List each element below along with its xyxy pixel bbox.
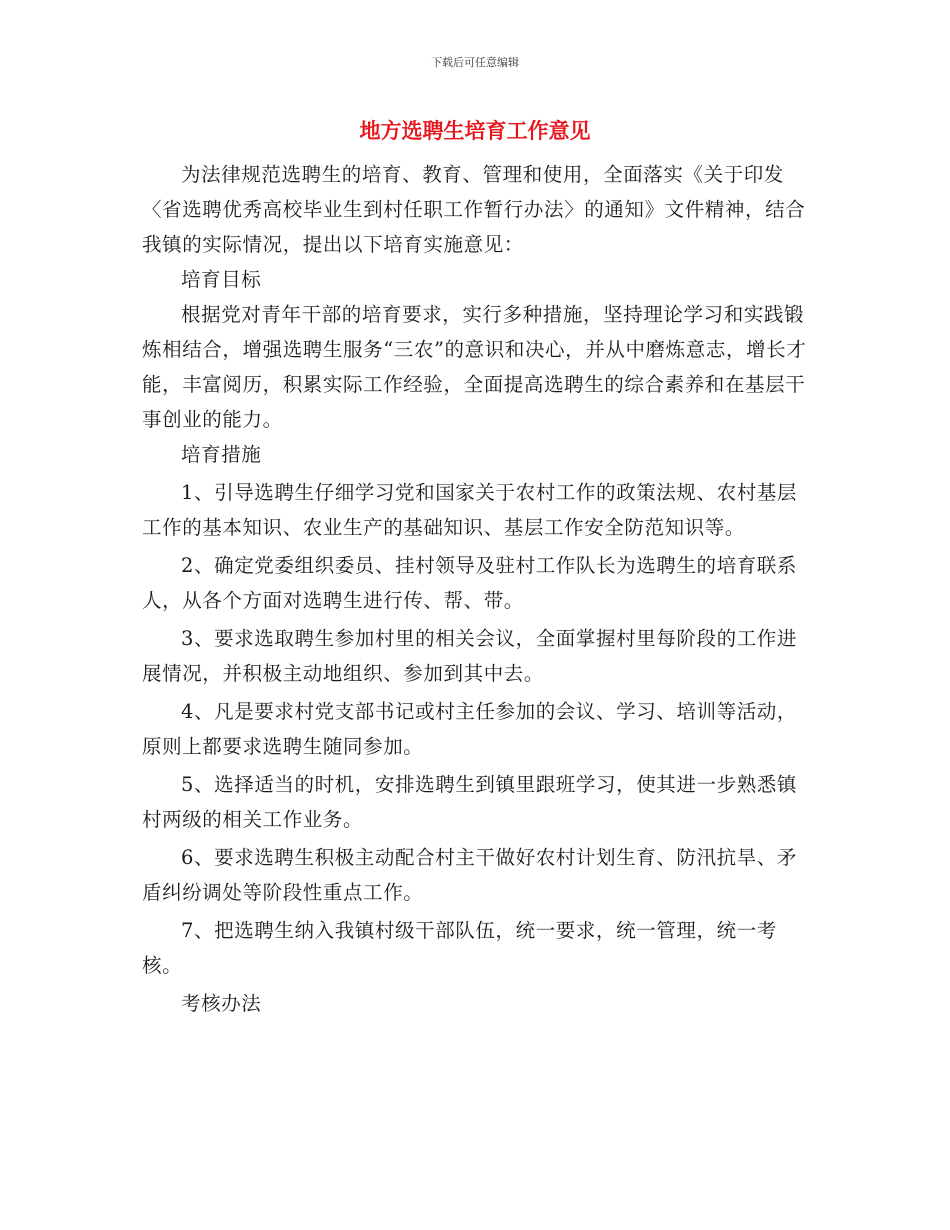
- section-heading-goals: 培育目标: [181, 268, 262, 291]
- measure-item: 5、选择适当的时机，安排选聘生到镇里跟班学习，使其进一步熟悉镇村两级的相关工作业务。: [142, 773, 798, 831]
- measure-item: 6、要求选聘生积极主动配合村主干做好农村计划生育、防汛抗旱、矛盾纠纷调处等阶段性重点工作。: [142, 846, 798, 904]
- section-heading-measures: 培育措施: [181, 443, 262, 466]
- measure-item: 3、要求选取聘生参加村里的相关会议，全面掌握村里每阶段的工作进展情况，并积极主动地组织、参加到其中去。: [142, 627, 798, 685]
- intro-paragraph: 为法律规范选聘生的培育、教育、管理和使用，全面落实《关于印发〈省选聘优秀高校毕业生到村任职工作暂行办法〉的通知》文件精神，结合我镇的实际情况，提出以下培育实施意见：: [142, 163, 806, 256]
- measure-item: 2、确定党委组织委员、挂村领导及驻村工作队长为选聘生的培育联系人，从各个方面对选聘生进行传、帮、带。: [142, 554, 798, 612]
- document-title: 地方选聘生培育工作意见: [359, 119, 591, 143]
- header-note: 下载后可任意编辑: [431, 56, 519, 69]
- goals-paragraph: 根据党对青年干部的培育要求，实行多种措施，坚持理论学习和实践锻炼相结合，增强选聘生服务“三农”的意识和决心，并从中磨炼意志，增长才能，丰富阅历，积累实际工作经验，全面提高选聘生的综合素养和在基层干事创业的能力。: [142, 303, 807, 431]
- measure-item: 4、凡是要求村党支部书记或村主任参加的会议、学习、培训等活动，原则上都要求选聘生随同参加。: [142, 700, 798, 758]
- measure-item: 7、把选聘生纳入我镇村级干部队伍，统一要求，统一管理，统一考核。: [142, 919, 777, 977]
- measure-item: 1、引导选聘生仔细学习党和国家关于农村工作的政策法规、农村基层工作的基本知识、农业生产的基础知识、基层工作安全防范知识等。: [142, 481, 798, 539]
- document-body: [142, 157, 808, 1021]
- section-heading-assessment: 考核办法: [181, 992, 262, 1015]
